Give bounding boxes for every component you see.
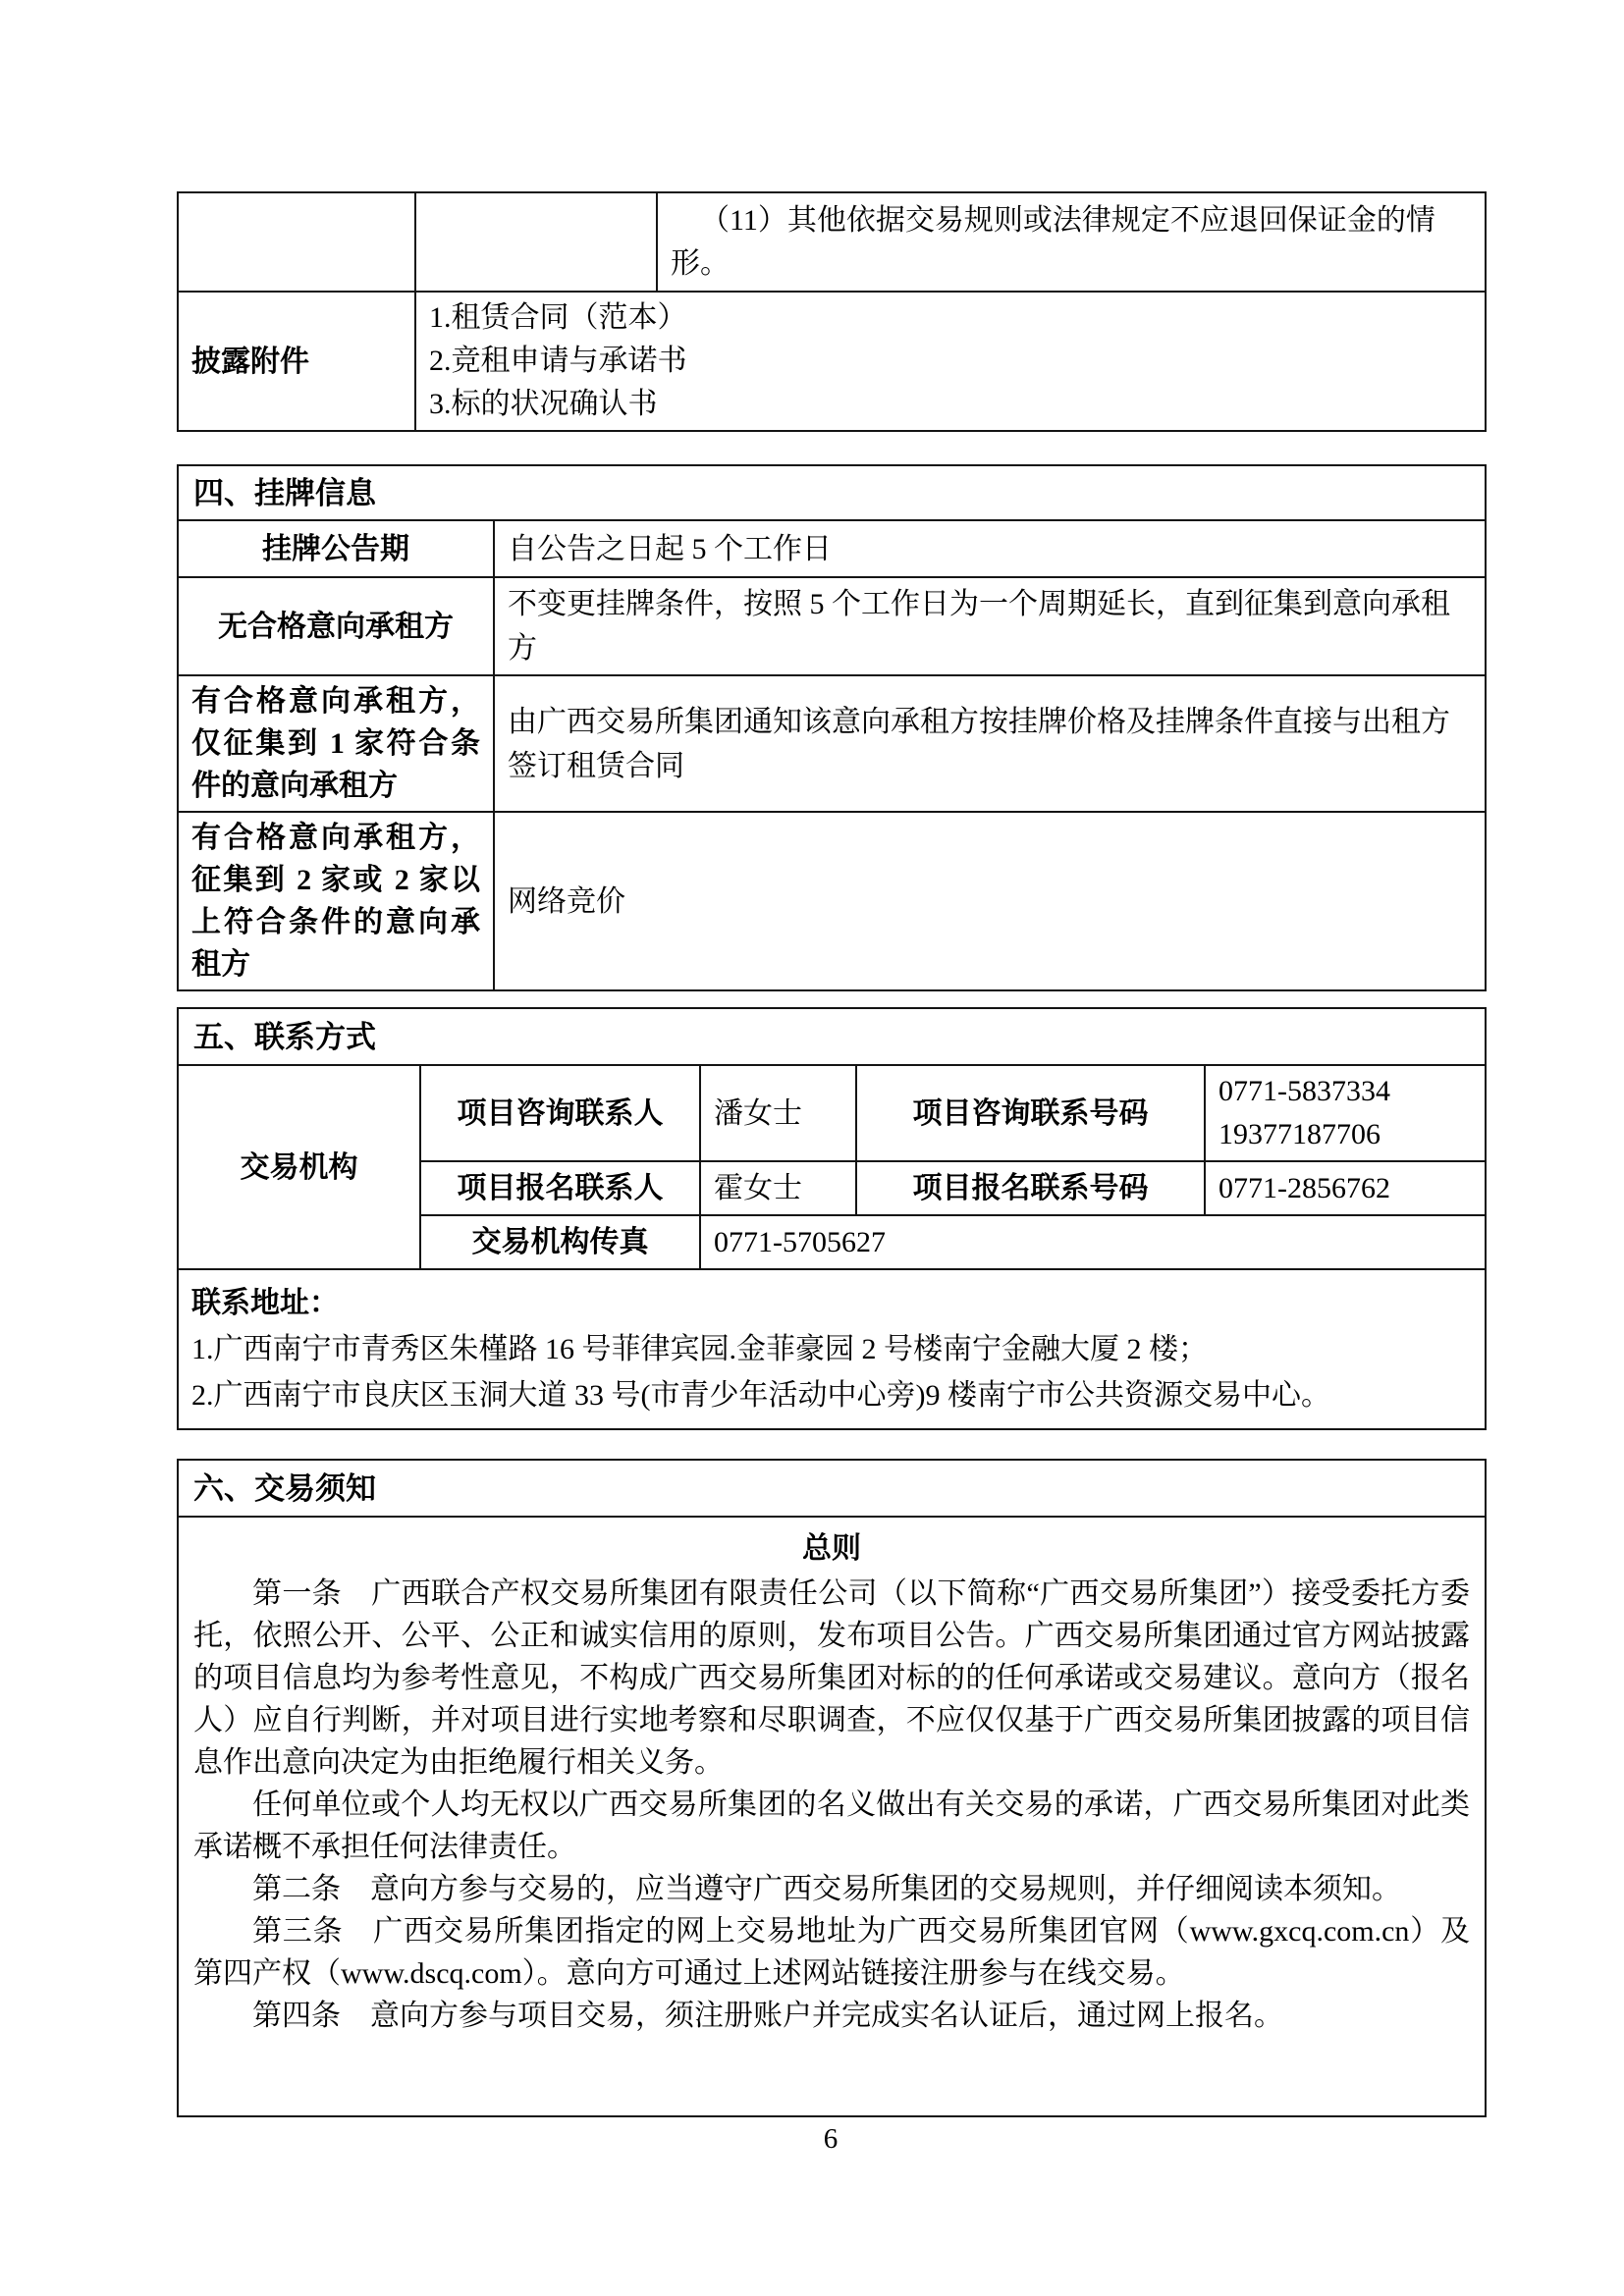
- listing-period-value: 自公告之日起 5 个工作日: [494, 520, 1486, 577]
- trading-org-label: 交易机构: [178, 1065, 420, 1269]
- fax-label: 交易机构传真: [420, 1215, 700, 1269]
- address-label: 联系地址：: [191, 1287, 339, 1319]
- table-row: [178, 1269, 1486, 1429]
- clause-11-cell: （11）其他依据交易规则或法律规定不应退回保证金的情形。: [657, 192, 1486, 292]
- listing-period-label: 挂牌公告期: [178, 520, 494, 577]
- multi-qualified-tenant-label: 有合格意向承租方，征集到 2 家或 2 家以上符合条件的意向承租方: [178, 812, 494, 990]
- empty-cell: [178, 192, 415, 292]
- section-title-notice: 六、交易须知: [178, 1460, 1486, 1517]
- listing-info-table: [177, 464, 1487, 991]
- table-row: [178, 192, 1486, 292]
- table-row: [178, 577, 1486, 675]
- table-row: [178, 520, 1486, 577]
- one-qualified-tenant-label: 有合格意向承租方，仅征集到 1 家符合条件的意向承租方: [178, 675, 494, 812]
- signup-person-label: 项目报名联系人: [420, 1161, 700, 1215]
- table-row: [178, 292, 1486, 431]
- notice-paragraph: 第三条 广西交易所集团指定的网上交易地址为广西交易所集团官网（www.gxcq.com.cn）及第四产权（www.dscq.com）。意向方可通过上述网站链接注册参与在线交易。: [193, 1915, 1470, 1990]
- notice-paragraph: 第二条 意向方参与交易的，应当遵守广西交易所集团的交易规则，并仔细阅读本须知。: [252, 1873, 1401, 1905]
- phone-line: 0771-5837334: [1218, 1075, 1390, 1107]
- table-row: [178, 1460, 1486, 1517]
- attachment-item: 1.租赁合同（范本）: [429, 301, 687, 334]
- attachment-item: 3.标的状况确认书: [429, 388, 658, 420]
- table-row: [178, 1008, 1486, 1065]
- signup-person-value: 霍女士: [700, 1161, 856, 1215]
- notice-body-cell: [178, 1517, 1486, 2116]
- address-line: 2.广西南宁市良庆区玉洞大道 33 号(市青少年活动中心旁)9 楼南宁市公共资源交易中心。: [191, 1379, 1330, 1412]
- table-row: [178, 812, 1486, 990]
- consult-phone-value: [1205, 1065, 1486, 1161]
- notice-subtitle: 总则: [802, 1532, 861, 1565]
- phone-line: 19377187706: [1218, 1118, 1380, 1150]
- notice-paragraph: 第四条 意向方参与项目交易，须注册账户并完成实名认证后，通过网上报名。: [252, 2000, 1283, 2032]
- continuation-table: [177, 191, 1487, 432]
- consult-person-label: 项目咨询联系人: [420, 1065, 700, 1161]
- notice-table: [177, 1459, 1487, 2117]
- section-title-contact: 五、联系方式: [178, 1008, 1486, 1065]
- empty-cell: [415, 192, 657, 292]
- attachment-item: 2.竞租申请与承诺书: [429, 345, 687, 377]
- one-qualified-tenant-value: 由广西交易所集团通知该意向承租方按挂牌价格及挂牌条件直接与出租方签订租赁合同: [494, 675, 1486, 812]
- notice-paragraph: 任何单位或个人均无权以广西交易所集团的名义做出有关交易的承诺，广西交易所集团对此类承诺概不承担任何法律责任。: [193, 1789, 1470, 1863]
- no-qualified-tenant-value: 不变更挂牌条件，按照 5 个工作日为一个周期延长，直到征集到意向承租方: [494, 577, 1486, 675]
- no-qualified-tenant-label: 无合格意向承租方: [178, 577, 494, 675]
- fax-value: 0771-5705627: [700, 1215, 1486, 1269]
- table-row: [178, 465, 1486, 520]
- page-number: 6: [823, 2123, 839, 2155]
- table-row: [178, 675, 1486, 812]
- contact-table: [177, 1007, 1487, 1430]
- table-row: [178, 1065, 1486, 1161]
- consult-person-value: 潘女士: [700, 1065, 856, 1161]
- disclosure-attachments-label: 披露附件: [178, 292, 415, 431]
- contact-address-cell: [178, 1269, 1486, 1429]
- table-row: [178, 1517, 1486, 2116]
- disclosure-attachments-cell: [415, 292, 1486, 431]
- address-line: 1.广西南宁市青秀区朱槿路 16 号菲律宾园.金菲豪园 2 号楼南宁金融大厦 2 楼；: [191, 1333, 1208, 1365]
- consult-phone-label: 项目咨询联系号码: [856, 1065, 1205, 1161]
- signup-phone-label: 项目报名联系号码: [856, 1161, 1205, 1215]
- notice-paragraph: 第一条 广西联合产权交易所集团有限责任公司（以下简称“广西交易所集团”）接受委托方委托，依照公开、公平、公正和诚实信用的原则，发布项目公告。广西交易所集团通过官方网站披露的项目信息均为参考性意见，不构成广西交易所集团对标的的任何承诺或交易建议。意向方（报名人）应自行判断，并对项目进行实地考察和尽职调查，不应仅仅基于广西交易所集团披露的项目信息作出意向决定为由拒绝履行相关义务。: [193, 1577, 1470, 1779]
- signup-phone-value: 0771-2856762: [1205, 1161, 1486, 1215]
- section-title-listing-info: 四、挂牌信息: [178, 465, 1486, 520]
- multi-qualified-tenant-value: 网络竞价: [494, 812, 1486, 990]
